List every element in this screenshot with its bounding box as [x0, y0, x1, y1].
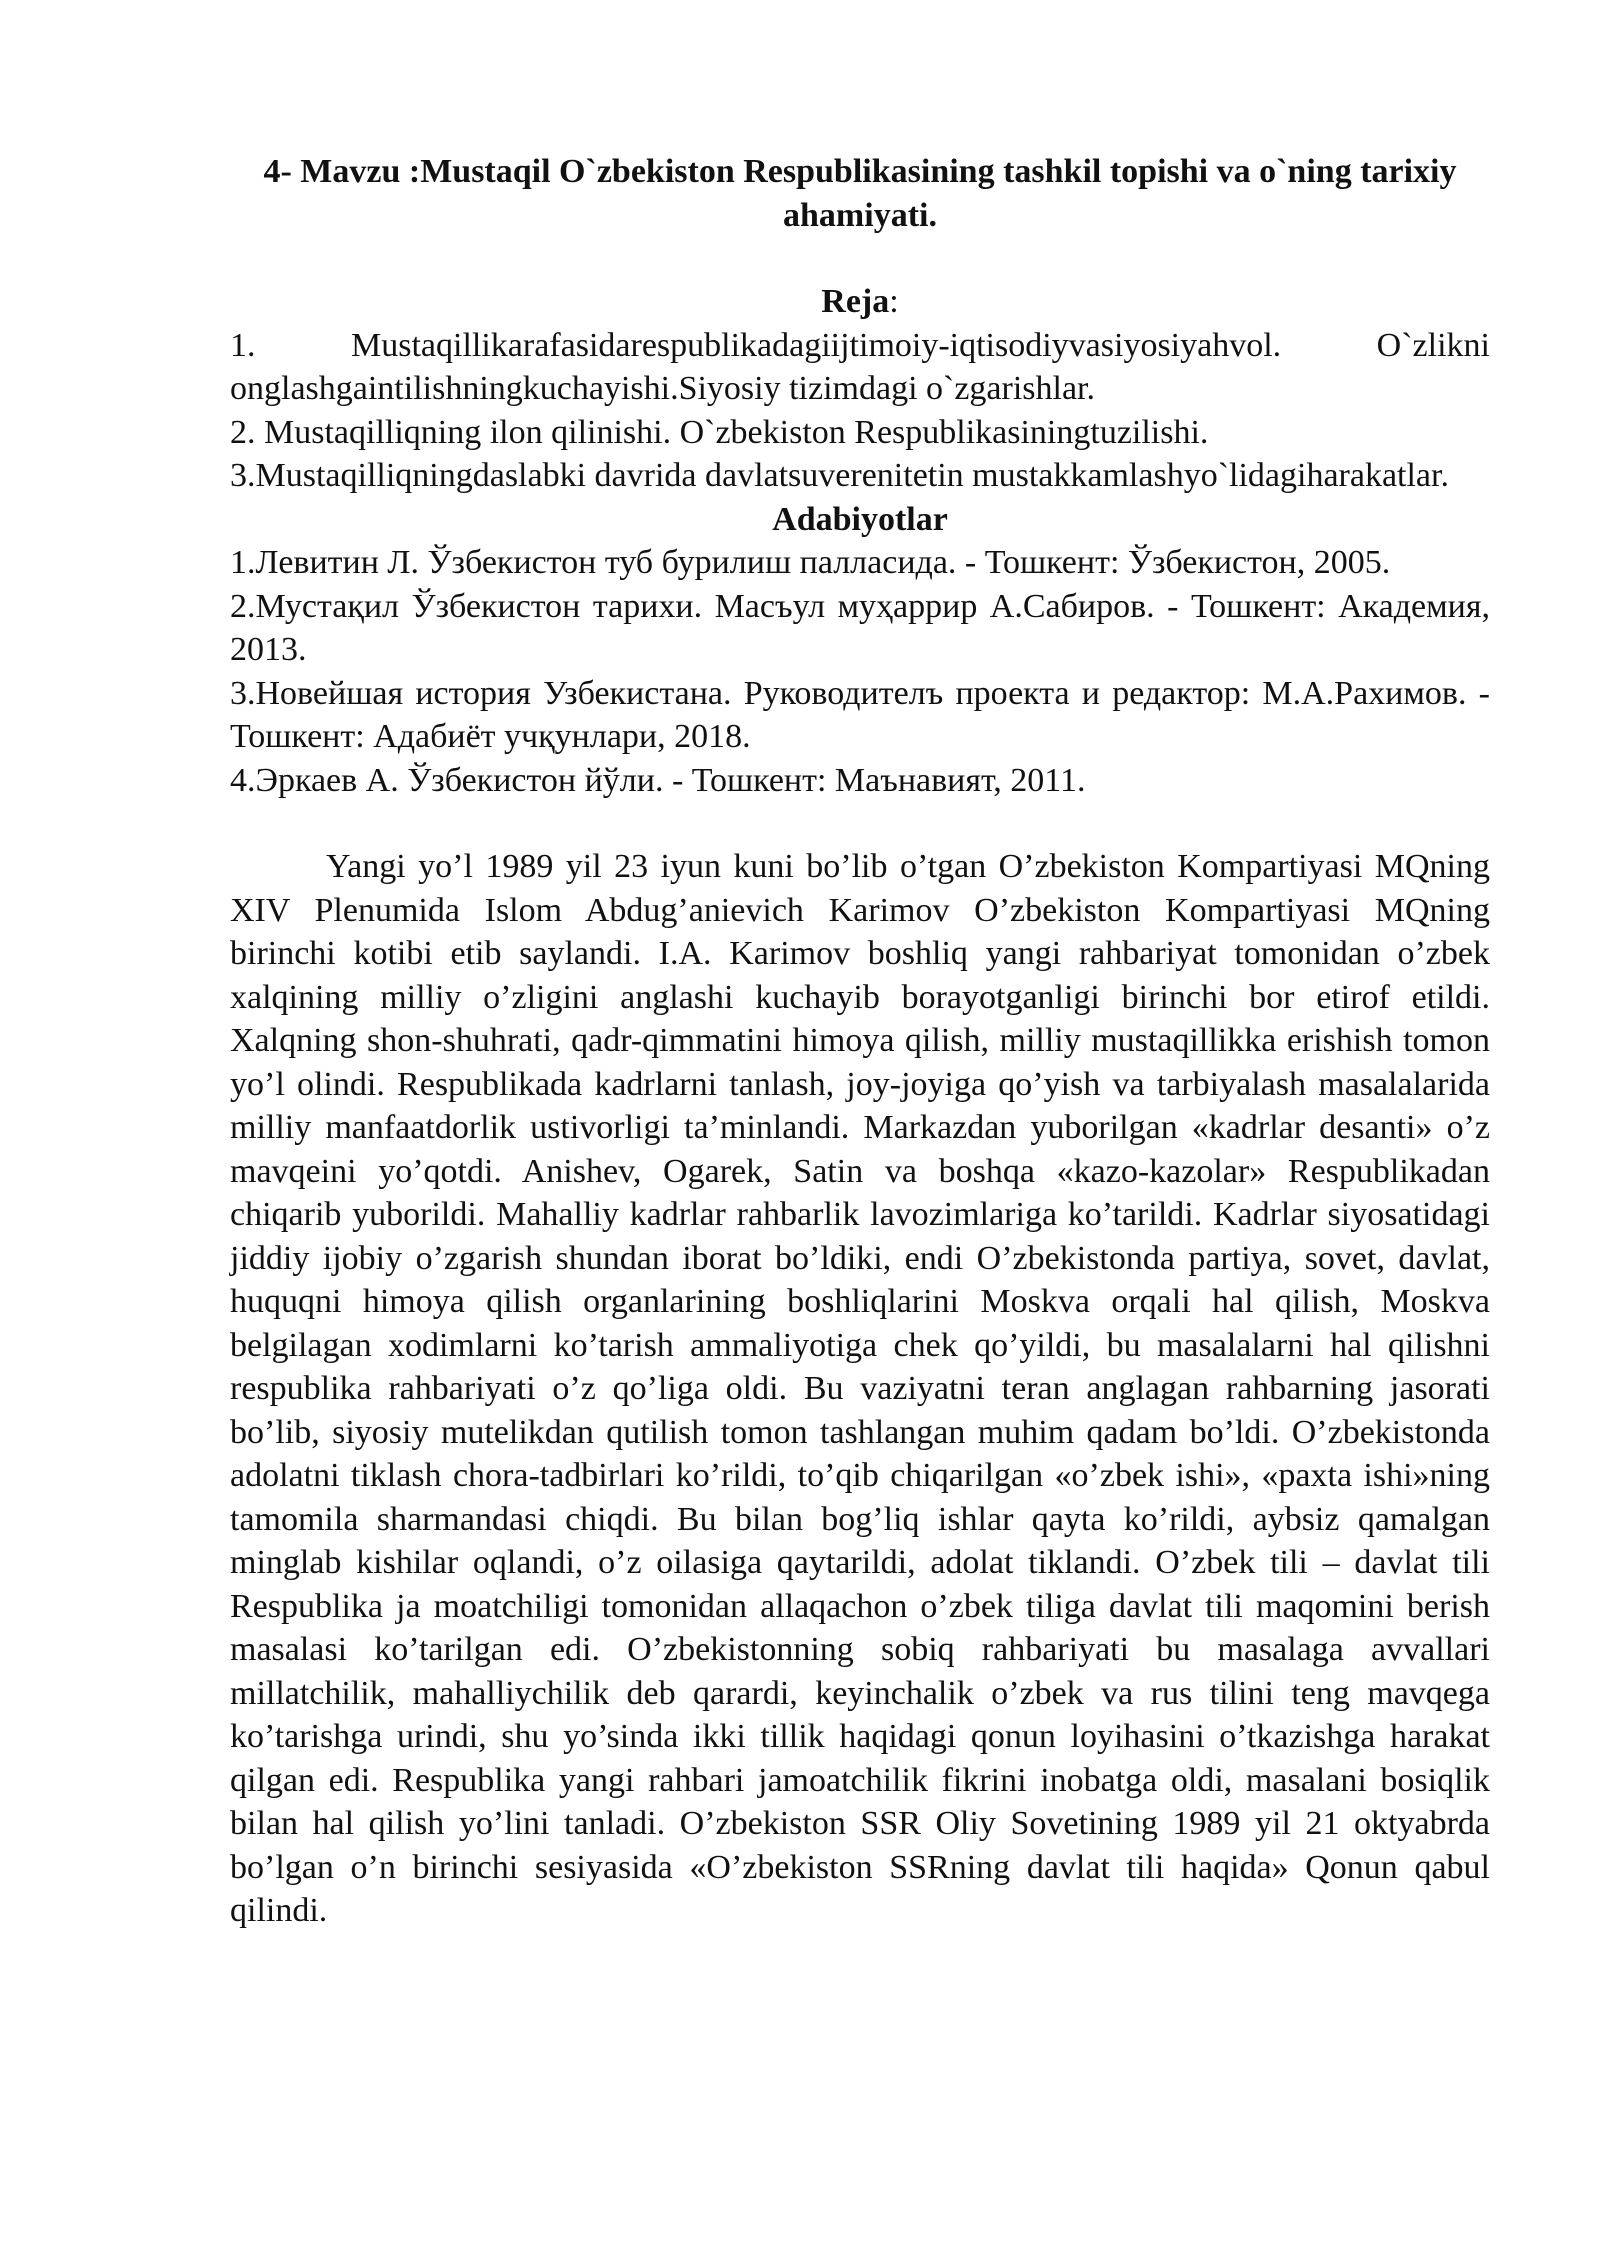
document-page — [230, 150, 1490, 1933]
plan-heading — [230, 280, 1490, 324]
literature-heading: Adabiyotlar — [772, 500, 948, 538]
plan-item: 1. Mustaqillikarafasidarespublikadagiijtimoiy-iqtisodiyvasiyosiyahvol. O`zlikni onglashgaintilishningkuchayishi.Siyosiy tizimdagi o`zgarishlar. — [230, 326, 1490, 407]
plan-heading-label: Reja — [821, 283, 890, 320]
literature-item: 1.Левитин Л. Ўзбекистон туб бурилиш палласида. - Тошкент: Ўзбекистон, 2005. — [230, 544, 1391, 581]
plan-item: 2. Mustaqilliqning ilon qilinishi. O`zbekiston Respublikasiningtuzilishi. — [230, 413, 1209, 451]
plan-item: 3.Mustaqilliqningdaslabki davrida davlatsuverenitetin mustakkamlashyo`lidagiharakatlar. — [230, 457, 1449, 494]
literature-item: 2.Мустақил Ўзбекистон тарихи. Масъул муҳаррир А.Сабиров. - Тошкент: Академия, 2013. — [230, 587, 1490, 668]
literature-item: 4.Эркаев А. Ўзбекистон йўли. - Тошкент: Маънавият, 2011. — [230, 761, 1086, 799]
document-title: 4- Mavzu :Mustaqil O`zbekiston Respublikasining tashkil topishi va o`ning tarixiy ahamiyati. — [263, 153, 1457, 234]
plan-heading-colon: : — [889, 283, 899, 320]
literature-item: 3.Новейшая история Узбекистана. Руководителъ проекта и редактор: М.А.Рахимов. - Тошкент: Адабиёт учқунлари, 2018. — [230, 674, 1490, 755]
body-paragraph: Yangi yo’l 1989 yil 23 iyun kuni bo’lib o’tgan O’zbekiston Kompartiyasi MQning XIV Plenumida Islom Abdug’anievich Karimov O’zbekiston Kompartiyasi MQning birinchi kotibi etib saylandi. I.A. Karimov boshliq yangi rahbariyat tomonidan o’zbek xalqining milliy o’zligini anglashi kuchayib borayotganligi birinchi bor etirof etildi. Xalqning shon-shuhrati, qadr-qimmatini himoya qilish, milliy mustaqillikka erishish tomon yo’l olindi. Respublikada kadrlarni tanlash, joy-joyiga qo’yish va tarbiyalash masalalarida milliy manfaatdorlik ustivorligi ta’minlandi. Markazdan yuborilgan «kadrlar desanti» o’z mavqeini yo’qotdi. Anishev, Ogarek, Satin va boshqa «kazo-kazolar» Respublikadan chiqarib yuborildi. Mahalliy kadrlar rahbarlik lavozimlariga ko’tarildi. Kadrlar siyosatidagi jiddiy ijobiy o’zgarish shundan iborat bo’ldiki, endi O’zbekistonda partiya, sovet, davlat, huquqni himoya qilish organlarining boshliqlarini Moskva orqali hal qilish, Moskva belgilagan xodimlarni ko’tarish ammaliyotiga chek qo’yildi, bu masalalarni hal qilishni respublika rahbariyati o’z qo’liga oldi. Bu vaziyatni teran anglagan rahbarning jasorati bo’lib, siyosiy mutelikdan qutilish tomon tashlangan muhim qadam bo’ldi. O’zbekistonda adolatni tiklash chora-tadbirlari ko’rildi, to’qib chiqarilgan «o’zbek ishi», «paxta ishi»ning tamomila sharmandasi chiqdi. Bu bilan bog’liq ishlar qayta ko’rildi, aybsiz qamalgan minglab kishilar oqlandi, o’z oilasiga qaytarildi, adolat tiklandi. O’zbek tili – davlat tili Respublika ja moatchiligi tomonidan allaqachon o’zbek tiliga davlat tili maqomini berish masalasi ko’tarilgan edi. O’zbekistonning sobiq rahbariyati bu masalaga avvallari millatchilik, mahalliychilik deb qarardi, keyinchalik o’zbek va rus tilini teng mavqega ko’tarishga urindi, shu yo’sinda ikki tillik haqidagi qonun loyihasini o’tkazishga harakat qilgan edi. Respublika yangi rahbari jamoatchilik fikrini inobatga oldi, masalani bosiqlik bilan hal qilish yo’lini tanladi. O’zbekiston SSR Oliy Sovetining 1989 yil 21 oktyabrda bo’lgan o’n birinchi sesiyasida «O’zbekiston SSRning davlat tili haqida» Qonun qabul qilindi. — [230, 848, 1490, 1929]
